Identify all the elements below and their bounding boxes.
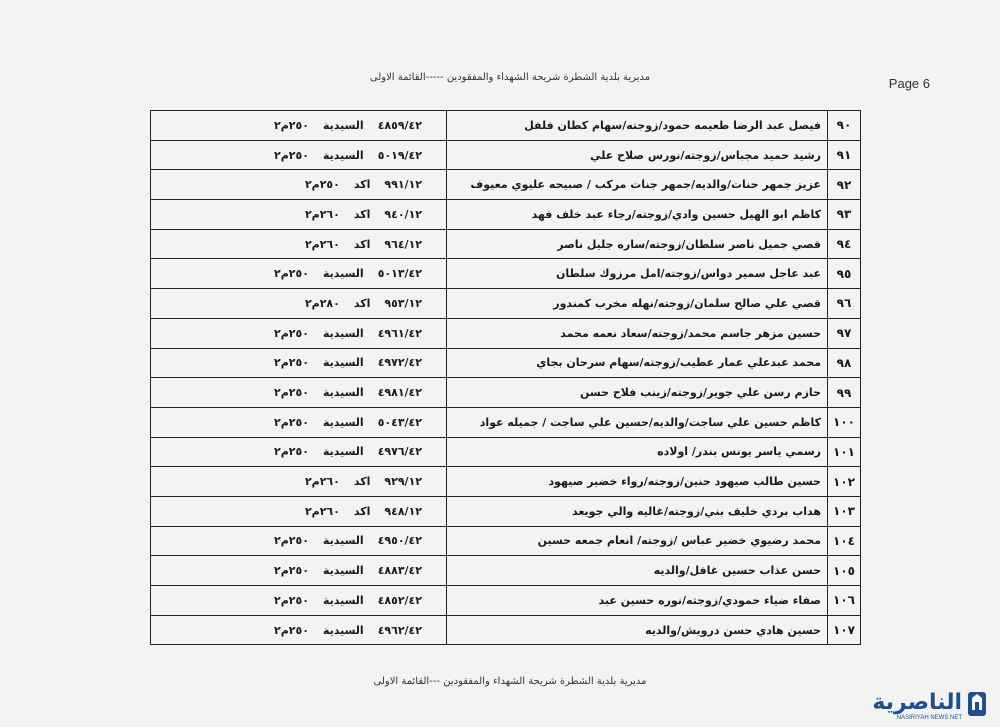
plot-code: ٤٨٥٢/٤٢ [377,593,422,607]
plot-area: ٢٥٠م٢ [274,356,309,370]
plot-area: ٢٨٠م٢ [304,296,340,310]
plot-code: ٤٩٧٦/٤٢ [377,445,422,459]
plot-code: ٩٩١/١٢ [384,178,422,192]
beneficiary-name: رشيد حميد مجباس/زوجته/نورس صلاح علي [447,140,828,170]
table-row [151,615,861,645]
plot-district: اكد [353,504,371,518]
beneficiary-name: عزيز جمهر حنات/والديه/جمهر جنات مركب / صبيحه عليوي معيوف [447,170,828,200]
beneficiary-name: حسين هادي حسن درويش/والديه [447,615,828,645]
plot-code: ٤٩٦١/٤٢ [377,326,422,340]
plot-code: ٩٥٣/١٢ [384,296,422,310]
beneficiary-name: حسن عذاب حسين غافل/والديه [447,556,828,586]
plot-district: السيدية [322,356,364,370]
plot-district: السيدية [322,593,364,607]
table-row [151,467,861,497]
plot-reference-group [151,534,446,547]
plot-district: السيدية [322,564,364,578]
row-number: ١٠٣ [828,496,861,526]
plot-code: ٤٩٨١/٤٢ [377,386,422,400]
plot-reference [151,586,447,616]
beneficiary-name: حسين طالب صيهود حنين/زوجته/رواء خضير صيهود [447,467,828,497]
plot-area: ٢٥٠م٢ [274,118,309,132]
plot-code: ٥٠١٣/٤٢ [377,267,422,281]
plot-reference-group [151,267,446,280]
plot-district: السيدية [322,386,364,400]
plot-code: ٤٨٨٣/٤٢ [377,564,422,578]
plot-reference [151,615,447,645]
plot-district: اكد [353,475,371,489]
plot-area: ٢٥٠م٢ [274,326,309,340]
plot-reference-group [151,386,446,399]
records-body [151,111,861,645]
plot-reference-group [151,119,446,132]
plot-reference-group [151,297,446,310]
table-row [151,526,861,556]
plot-area: ٢٥٠م٢ [274,415,309,429]
plot-district: السيدية [322,267,364,281]
plot-area: ٢٥٠م٢ [274,445,309,459]
row-number: ٩٤ [828,229,861,259]
table-row [151,289,861,319]
plot-reference [151,496,447,526]
plot-reference [151,467,447,497]
plot-reference [151,170,447,200]
plot-reference [151,407,447,437]
beneficiary-name: رسمي ياسر يونس بندر/ اولاده [447,437,828,467]
plot-area: ٢٥٠م٢ [274,534,309,548]
beneficiary-name: حازم رسن علي جوير/زوجته/زينب فلاح حسن [447,378,828,408]
plot-reference-group [151,475,446,488]
plot-district: اكد [353,237,371,251]
plot-reference [151,200,447,230]
table-row [151,437,861,467]
plot-reference-group [151,356,446,369]
logo-emblem-icon [966,688,988,718]
plot-code: ٩٤٠/١٢ [384,207,422,221]
beneficiary-name: فيصل عبد الرضا طعيمه حمود/زوجته/سهام كطان فلفل [447,111,828,141]
table-row [151,170,861,200]
plot-code: ٥٠٤٣/٤٢ [377,415,422,429]
plot-district: السيدية [322,415,364,429]
beneficiary-name: حسين مزهر جاسم محمد/زوجته/سعاد نعمه محمد [447,318,828,348]
table-row [151,586,861,616]
plot-district: السيدية [322,326,364,340]
beneficiary-name: قصي جميل ناصر سلطان/زوجته/ساره جليل ناصر [447,229,828,259]
plot-reference [151,437,447,467]
beneficiary-name: محمد عبدعلي عمار عطيب/زوجته/سهام سرحان بجاي [447,348,828,378]
row-number: ٩٠ [828,111,861,141]
plot-code: ٩٦٤/١٢ [384,237,422,251]
table-row [151,496,861,526]
row-number: ٩٧ [828,318,861,348]
plot-reference [151,229,447,259]
plot-code: ٩٤٨/١٢ [384,504,422,518]
table-row [151,556,861,586]
plot-district: السيدية [322,534,364,548]
row-number: ٩٩ [828,378,861,408]
row-number: ٩٨ [828,348,861,378]
plot-reference [151,556,447,586]
plot-reference [151,348,447,378]
plot-code: ٥٠١٩/٤٢ [377,148,422,162]
beneficiary-name: هداب بردي خليف بني/زوجته/غاليه والي جويعد [447,496,828,526]
plot-district: اكد [353,207,371,221]
row-number: ١٠١ [828,437,861,467]
plot-area: ٢٥٠م٢ [304,178,340,192]
logo-text: الناصرية [872,690,962,715]
logo-subtext: NASIRIYAH NEWS NET [896,715,962,721]
plot-code: ٤٨٥٩/٤٢ [377,118,422,132]
plot-area: ٢٥٠م٢ [274,623,309,637]
plot-reference [151,111,447,141]
plot-area: ٢٦٠م٢ [304,475,340,489]
plot-area: ٢٥٠م٢ [274,386,309,400]
row-number: ٩٢ [828,170,861,200]
table-row [151,229,861,259]
plot-reference-group [151,445,446,458]
row-number: ٩١ [828,140,861,170]
row-number: ١٠٢ [828,467,861,497]
plot-area: ٢٥٠م٢ [274,564,309,578]
plot-district: السيدية [322,118,364,132]
plot-code: ٤٩٥٠/٤٢ [377,534,422,548]
site-logo [870,684,990,724]
plot-reference-group [151,327,446,340]
page-footer: مديرية بلدية الشطرة شريحة الشهداء والمفقودين ---القائمة الاولى [373,676,647,687]
plot-area: ٢٦٠م٢ [304,237,340,251]
plot-reference-group [151,178,446,191]
row-number: ٩٥ [828,259,861,289]
plot-reference [151,259,447,289]
plot-area: ٢٦٠م٢ [304,207,340,221]
row-number: ١٠٧ [828,615,861,645]
plot-district: اكد [353,178,371,192]
plot-reference [151,378,447,408]
plot-district: السيدية [322,623,364,637]
plot-area: ٢٥٠م٢ [274,148,309,162]
plot-district: السيدية [322,445,364,459]
plot-reference-group [151,416,446,429]
table-row [151,407,861,437]
row-number: ١٠٠ [828,407,861,437]
row-number: ١٠٤ [828,526,861,556]
plot-area: ٢٥٠م٢ [274,593,309,607]
table-row [151,111,861,141]
plot-reference [151,289,447,319]
row-number: ٩٣ [828,200,861,230]
plot-district: السيدية [322,148,364,162]
plot-district: اكد [353,296,371,310]
plot-area: ٢٥٠م٢ [274,267,309,281]
beneficiary-name: صفاء ضياء حمودي/زوجته/نوره حسين عبد [447,586,828,616]
row-number: ١٠٦ [828,586,861,616]
plot-reference [151,140,447,170]
plot-reference-group [151,564,446,577]
plot-reference-group [151,594,446,607]
table-row [151,348,861,378]
plot-code: ٤٩٧٢/٤٢ [377,356,422,370]
beneficiary-name: قصي علي صالح سلمان/زوجته/نهله مخرب كمندور [447,289,828,319]
beneficiary-name: محمد رضيوي خضير عباس /زوجته/ انعام جمعه حسين [447,526,828,556]
beneficiary-name: كاظم ابو الهيل حسين وادي/زوجته/رجاء عبد خلف فهد [447,200,828,230]
table-row [151,259,861,289]
row-number: ٩٦ [828,289,861,319]
page-header: مديرية بلدية الشطرة شريحة الشهداء والمفقودين -----القائمة الاولى [369,72,651,83]
plot-reference [151,318,447,348]
plot-reference-group [151,149,446,162]
plot-reference [151,526,447,556]
plot-code: ٩٢٩/١٢ [384,475,422,489]
plot-code: ٤٩٦٢/٤٢ [377,623,422,637]
table-row [151,378,861,408]
plot-reference-group [151,208,446,221]
page-number: Page 6 [888,76,930,91]
plot-area: ٢٦٠م٢ [304,504,340,518]
plot-reference-group [151,624,446,637]
beneficiary-name: عبد عاجل سمير دواس/زوجته/امل مرزوك سلطان [447,259,828,289]
table-row [151,318,861,348]
table-row [151,140,861,170]
plot-reference-group [151,505,446,518]
row-number: ١٠٥ [828,556,861,586]
beneficiary-name: كاظم حسين علي ساجت/والديه/حسين علي ساجت / جميله عواد [447,407,828,437]
table-row [151,200,861,230]
records-table [150,110,861,645]
plot-reference-group [151,238,446,251]
